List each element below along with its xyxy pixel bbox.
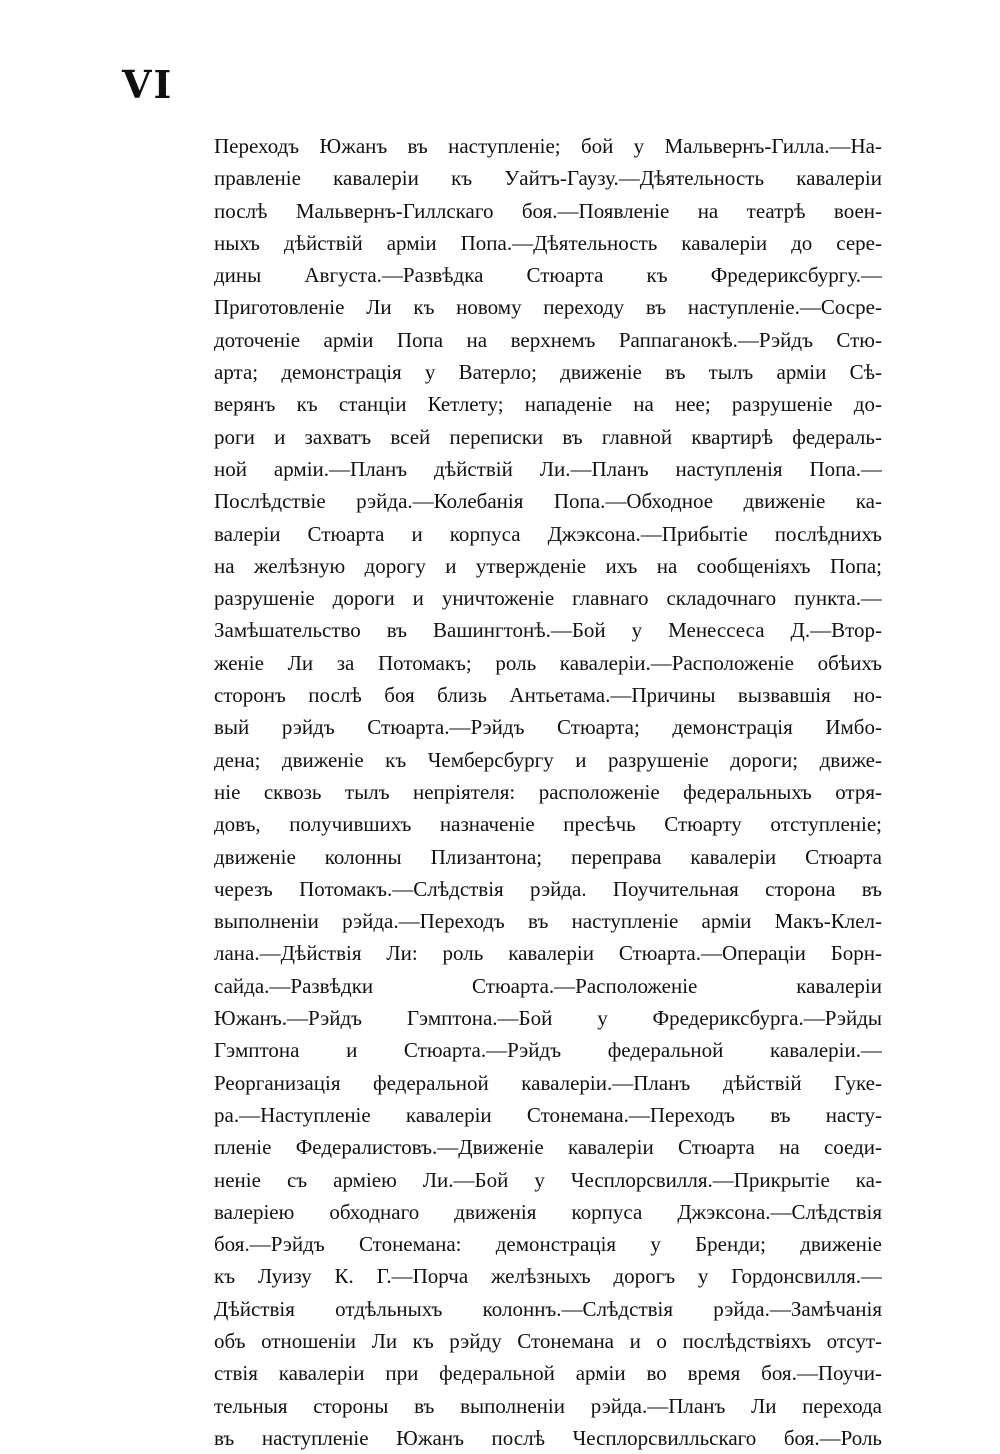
text-line: въ наступленіе Южанъ послѣ Чесплорсвилльскаго боя.—Роль xyxy=(214,1425,882,1450)
text-line: объ отношеніи Ли къ рэйду Стонемана и о послѣдствіяхъ отсут- xyxy=(214,1328,882,1353)
text-line: къ Луизу К. Г.—Порча желѣзныхъ дорогъ у Гордонсвилля.— xyxy=(214,1264,882,1289)
text-line: ствія кавалеріи при федеральной арміи во время боя.—Поучи- xyxy=(214,1361,882,1386)
text-line: тельныя стороны въ выполненіи рэйда.—Планъ Ли перехода xyxy=(214,1393,882,1418)
text-line: сайда.—Развѣдки Стюарта.—Расположеніе кавалеріи xyxy=(214,973,882,998)
text-line: ной арміи.—Планъ дѣйствій Ли.—Планъ наступленія Попа.— xyxy=(214,456,882,481)
text-line: арта; демонстрація у Ватерло; движеніе въ тылъ арміи Сѣ- xyxy=(214,360,882,385)
text-line: женіе Ли за Потомакъ; роль кавалеріи.—Расположеніе обѣихъ xyxy=(214,650,882,675)
text-line: довъ, получившихъ назначеніе пресѣчь Стюарту отступленіе; xyxy=(214,812,882,837)
text-line: пленіе Федералистовъ.—Движеніе кавалеріи Стюарта на соеди- xyxy=(214,1135,882,1160)
text-line: верянъ къ станціи Кетлету; нападеніе на нее; разрушеніе до- xyxy=(214,392,882,417)
text-line: разрушеніе дороги и уничтоженіе главнаго складочнаго пункта.— xyxy=(214,586,882,611)
text-line: лана.—Дѣйствія Ли: роль кавалеріи Стюарта.—Операціи Борн- xyxy=(214,941,882,966)
text-line: Послѣдствіе рэйда.—Колебанія Попа.—Обходное движеніе ка- xyxy=(214,489,882,514)
text-line: ныхъ дѣйствій арміи Попа.—Дѣятельность кавалеріи до сере- xyxy=(214,230,882,255)
text-line: движеніе колонны Плизантона; переправа кавалеріи Стюарта xyxy=(214,844,882,869)
text-line: черезъ Потомакъ.—Слѣдствія рэйда. Поучительная сторона въ xyxy=(214,876,882,901)
text-line: на желѣзную дорогу и утвержденіе ихъ на сообщеніяхъ Попа; xyxy=(214,553,882,578)
text-line: доточеніе арміи Попа на верхнемъ Раппаганокѣ.—Рэйдъ Стю- xyxy=(214,327,882,352)
text-line: боя.—Рэйдъ Стонемана: демонстрація у Бренди; движеніе xyxy=(214,1232,882,1257)
text-line: ніе сквозь тылъ непріятеля: расположеніе федеральныхъ отря- xyxy=(214,779,882,804)
text-line: Замѣшательство въ Вашингтонѣ.—Бой у Менессеса Д.—Втор- xyxy=(214,618,882,643)
text-line: дины Августа.—Развѣдка Стюарта къ Фредериксбургу.— xyxy=(214,263,882,288)
text-line: вый рэйдъ Стюарта.—Рэйдъ Стюарта; демонстрація Имбо- xyxy=(214,715,882,740)
text-line: валеріею обходнаго движенія корпуса Джэксона.—Слѣдствія xyxy=(214,1199,882,1224)
text-line: Приготовленіе Ли къ новому переходу въ наступленіе.—Сосре- xyxy=(214,295,882,320)
text-line: роги и захватъ всей переписки въ главной квартирѣ федераль- xyxy=(214,424,882,449)
text-line: Южанъ.—Рэйдъ Гэмптона.—Бой у Фредериксбурга.—Рэйды xyxy=(214,1006,882,1031)
text-line: валеріи Стюарта и корпуса Джэксона.—Прибытіе послѣднихъ xyxy=(214,521,882,546)
text-line: послѣ Мальвернъ-Гиллскаго боя.—Появленіе на театрѣ воен- xyxy=(214,198,882,223)
page-number: VI xyxy=(122,62,174,107)
text-line: правленіе кавалеріи къ Уайтъ-Гаузу.—Дѣятельность кавалеріи xyxy=(214,166,882,191)
text-line: выполненіи рэйда.—Переходъ въ наступленіе арміи Макъ-Клел- xyxy=(214,909,882,934)
text-line: Реорганизація федеральной кавалеріи.—Планъ дѣйствій Гуке- xyxy=(214,1070,882,1095)
text-line: Переходъ Южанъ въ наступленіе; бой у Мальвернъ-Гилла.—На- xyxy=(214,134,882,158)
text-line: сторонъ послѣ боя близь Антьетама.—Причины вызвавшія но- xyxy=(214,683,882,708)
text-line: ра.—Наступленіе кавалеріи Стонемана.—Переходъ въ насту- xyxy=(214,1102,882,1127)
text-line: дена; движеніе къ Чемберсбургу и разрушеніе дороги; движе- xyxy=(214,747,882,772)
text-line: Гэмптона и Стюарта.—Рэйдъ федеральной кавалеріи.— xyxy=(214,1038,882,1063)
text-line: Дѣйствія отдѣльныхъ колоннъ.—Слѣдствія рэйда.—Замѣчанія xyxy=(214,1296,882,1321)
table-of-contents-text xyxy=(214,130,882,1454)
text-line: неніе съ арміею Ли.—Бой у Чесплорсвилля.—Прикрытіе ка- xyxy=(214,1167,882,1192)
